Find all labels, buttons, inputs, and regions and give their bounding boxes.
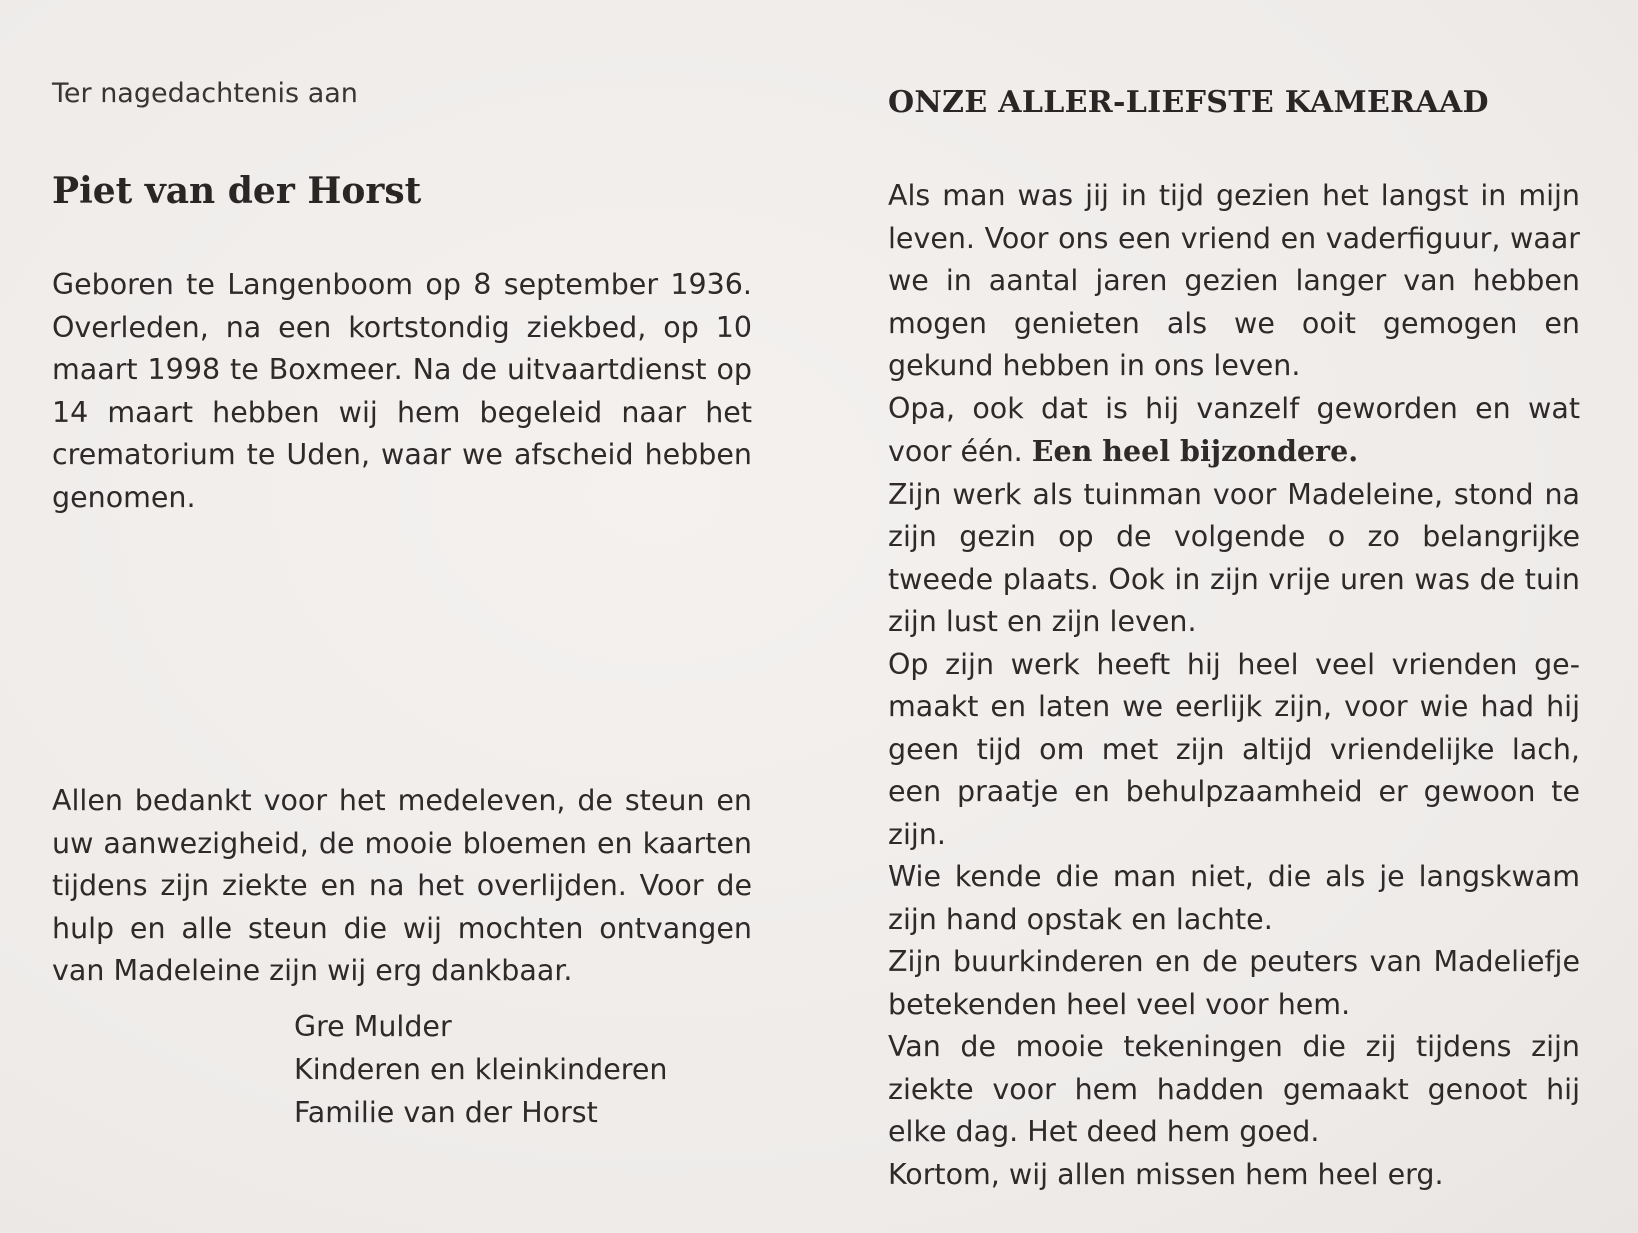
poem-heading: ONZE ALLER-LIEFSTE KAMERAAD	[888, 85, 1489, 120]
signature-line: Kinderen en kleinkinderen	[294, 1053, 668, 1086]
poem-paragraph: Op zijn werk heeft hij heel veel vrienden gemaakt en laten we eerlijk zijn, voor wie had hij geen tijd om met zijn altijd vriendelijke lach, een praatje en behulpzaamheid er gewoon te zijn.	[888, 647, 1580, 851]
left-column	[52, 78, 752, 987]
signature-line: Familie van der Horst	[294, 1096, 598, 1129]
thanks-paragraph: Allen bedankt voor het medeleven, de steun en uw aanwezigheid, de mooie bloemen en kaarten tijdens zijn ziekte en na het overlijden. Voor de hulp en alle steun die wij mochten ontvangen van Madeleine zijn wij erg dankbaar.	[52, 784, 752, 987]
poem-paragraph: Kortom, wij allen missen hem heel erg.	[888, 1157, 1444, 1191]
emphasis-text: Een heel bijzondere.	[1031, 434, 1359, 468]
birth-death-paragraph: Geboren te Langenboom op 8 september 1936. Overleden, na een kortstondig ziekbed, op 10 maart 1998 te Boxmeer. Na de uitvaartdienst op 14 maart hebben wij hem begeleid naar het crematorium te Uden, waar we afscheid hebben genomen.	[52, 268, 752, 514]
right-column	[888, 85, 1580, 1191]
poem-paragraph: Zijn werk als tuinman voor Madeleine, stond na zijn gezin op de volgende o zo belangrijke tweede plaats. Ook in zijn vrije uren was de tuin zijn lust en zijn leven.	[888, 477, 1580, 638]
poem-paragraph	[888, 388, 1580, 474]
intro-text: Ter nagedachtenis aan	[52, 78, 358, 109]
poem-paragraph: Van de mooie tekeningen die zij tijdens zijn ziekte voor hem hadden gemaakt genoot hij elke dag. Het deed hem goed.	[888, 1030, 1580, 1148]
poem-text: Opa, ook dat is hij vanzelf geworden en wat voor één.	[888, 391, 1580, 468]
signature-line: Gre Mulder	[294, 1010, 452, 1043]
signatures	[294, 1005, 667, 1134]
poem-paragraph: Wie kende die man niet, die als je langskwam zijn hand opstak en lachte.	[888, 860, 1580, 936]
poem-paragraph: Als man was jij in tijd gezien het langst in mijn leven. Voor ons een vriend en vaderfiguur, waar we in aantal jaren gezien langer van hebben mogen genieten als we ooit gemogen en gekund hebben in ons leven.	[888, 179, 1580, 382]
deceased-name: Piet van der Horst	[52, 170, 422, 212]
poem-paragraph: Zijn buurkinderen en de peuters van Madeliefje betekenden heel veel voor hem.	[888, 945, 1580, 1021]
poem-body	[888, 175, 1580, 1196]
